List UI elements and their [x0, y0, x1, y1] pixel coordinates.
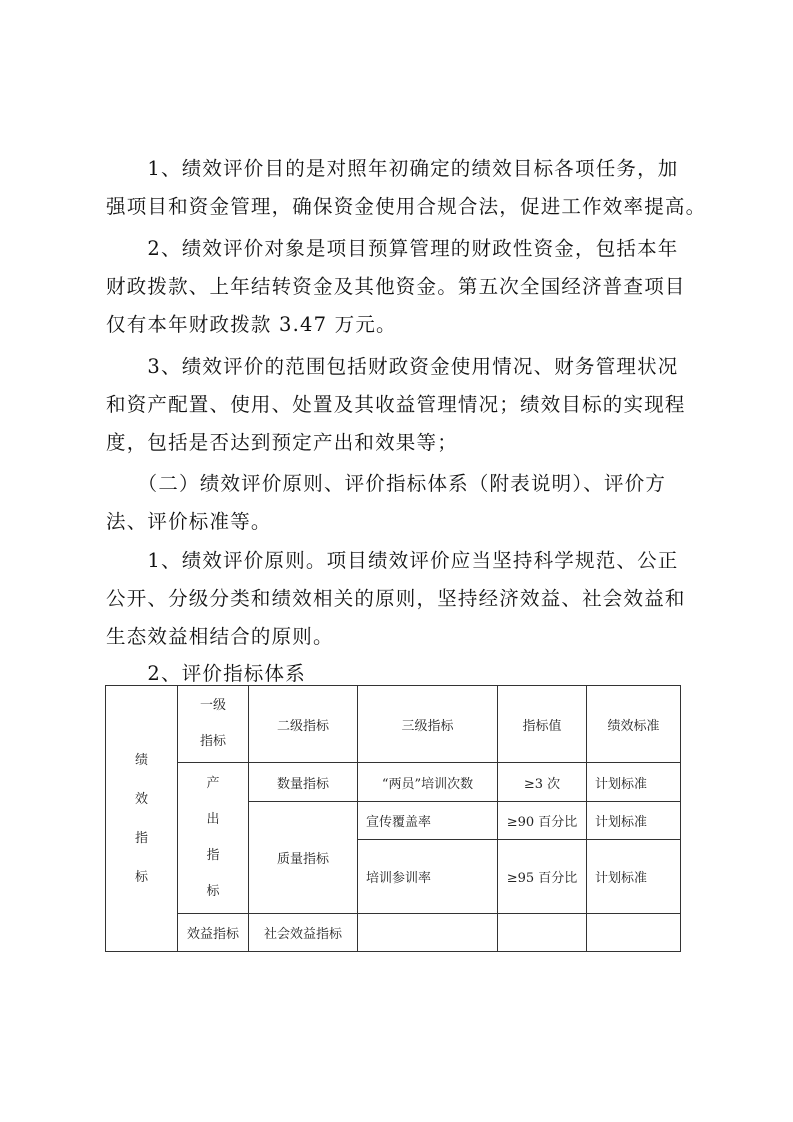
- char: 标: [134, 869, 148, 885]
- text-line: 2、评价指标体系: [106, 662, 306, 685]
- paragraph-principle: [106, 542, 686, 656]
- char: 指: [134, 830, 148, 846]
- benefit-level1: 效益指标: [178, 914, 249, 952]
- text-line: 和资产配置、使用、处置及其收益管理情况；绩效目标的实现程: [106, 393, 686, 416]
- text-line: 法、评价标准等。: [106, 510, 272, 533]
- char: 产: [206, 776, 220, 791]
- text-line: 财政拨款、上年结转资金及其他资金。第五次全国经济普查项目: [106, 275, 686, 298]
- header-level1-line: 指标: [199, 734, 226, 749]
- char: 效: [134, 791, 148, 807]
- col0-label: [106, 686, 178, 952]
- text-line: 生态效益相结合的原则。: [106, 625, 334, 648]
- text-line: （二）绩效评价原则、评价指标体系（附表说明）、评价方: [106, 472, 667, 495]
- text-line: 仅有本年财政拨款 3.47 万元。: [106, 313, 397, 336]
- quantity-value: ≥3 次: [498, 763, 587, 802]
- quality1-standard: 计划标准: [587, 802, 681, 840]
- benefit-value: [498, 914, 587, 952]
- index-table: [105, 685, 681, 952]
- paragraph-2: [106, 230, 686, 344]
- quality2-standard: 计划标准: [587, 840, 681, 914]
- text-line: 1、绩效评价目的是对照年初确定的绩效目标各项任务，加: [106, 157, 679, 180]
- text-line: 2、绩效评价对象是项目预算管理的财政性资金，包括本年: [106, 237, 679, 260]
- quality1-value: ≥90 百分比: [498, 802, 587, 840]
- text-line: 强项目和资金管理，确保资金使用合规合法，促进工作效率提高。: [106, 195, 707, 218]
- paragraph-1: [106, 150, 707, 226]
- quality2-level3: 培训参训率: [358, 840, 498, 914]
- header-level2: 二级指标: [249, 686, 358, 763]
- header-level1-line: 一级: [199, 698, 226, 713]
- header-value: 指标值: [498, 686, 587, 763]
- header-standard: 绩效标准: [587, 686, 681, 763]
- header-level3: 三级指标: [358, 686, 498, 763]
- char: 标: [206, 884, 220, 899]
- char: 指: [206, 848, 220, 863]
- text-line: 度，包括是否达到预定产出和效果等；: [106, 431, 458, 454]
- benefit-level3: [358, 914, 498, 952]
- char: 绩: [134, 752, 148, 768]
- quality2-value: ≥95 百分比: [498, 840, 587, 914]
- header-level1: [178, 686, 249, 763]
- char: 出: [206, 812, 220, 827]
- text-line: 公开、分级分类和绩效相关的原则，坚持经济效益、社会效益和: [106, 587, 686, 610]
- paragraph-3: [106, 348, 686, 462]
- quality1-level3: 宣传覆盖率: [358, 802, 498, 840]
- text-line: 1、绩效评价原则。项目绩效评价应当坚持科学规范、公正: [106, 549, 679, 572]
- quantity-level3: “两员”培训次数: [358, 763, 498, 802]
- benefit-level2: 社会效益指标: [249, 914, 358, 952]
- quantity-level2: 数量指标: [249, 763, 358, 802]
- output-label: [178, 763, 249, 914]
- quality-level2: 质量指标: [249, 802, 358, 914]
- text-line: 3、绩效评价的范围包括财政资金使用情况、财务管理状况: [106, 355, 679, 378]
- paragraph-section-2: [106, 465, 686, 541]
- quantity-standard: 计划标准: [587, 763, 681, 802]
- benefit-standard: [587, 914, 681, 952]
